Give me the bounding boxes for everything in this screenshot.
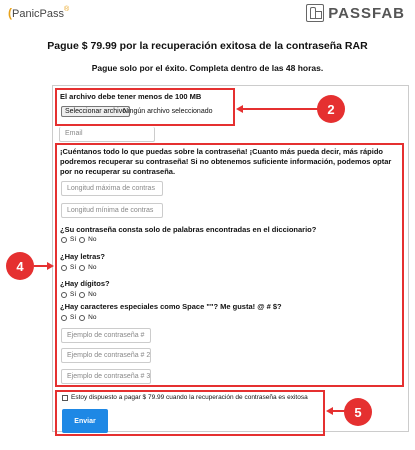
digits-yes-label: Sí [70, 291, 77, 298]
annotation-badge-2: 2 [317, 95, 345, 123]
choose-file-button[interactable]: Seleccionar archivo [61, 106, 130, 117]
submit-button[interactable]: Enviar [62, 409, 108, 433]
email-field[interactable]: Email [59, 127, 155, 142]
digits-question: ¿Hay dígitos? [60, 279, 110, 288]
letters-yes-label: Sí [70, 264, 77, 271]
page-title: Pague $ 79.99 por la recuperación exitosa de la contraseña RAR [47, 40, 368, 52]
arrow-4-head-icon [47, 262, 54, 270]
password-example-1-input[interactable]: Ejemplo de contraseña # [61, 328, 151, 343]
arrow-4-line [34, 265, 48, 267]
agreement-label: Estoy dispuesto a pagar $ 79.99 cuando la recuperación de contraseña es exitosa [71, 394, 308, 401]
special-chars-question: ¿Hay caracteres especiales como Space ""? Me gusta! @ # $? [60, 302, 282, 311]
dictionary-question: ¿Su contraseña consta solo de palabras encontradas en el diccionario? [60, 225, 317, 234]
panicpass-logo-text: PanicPass [12, 8, 64, 20]
page-subtitle: Pague solo por el éxito. Completa dentro de las 48 horas. [91, 63, 324, 73]
letters-question: ¿Hay letras? [60, 252, 106, 261]
passfab-logo [306, 4, 405, 22]
max-length-input[interactable]: Longitud máxima de contras [61, 181, 163, 196]
file-status-text: Ningún archivo seleccionado [123, 108, 213, 115]
file-size-label: El archivo debe tener menos de 100 MB [60, 92, 202, 101]
annotation-box-5 [55, 390, 325, 436]
panicpass-logo [8, 6, 69, 20]
min-length-input[interactable]: Longitud mínima de contras [61, 203, 163, 218]
password-example-2-input[interactable]: Ejemplo de contraseña # 2 [61, 348, 151, 363]
annotation-badge-4: 4 [6, 252, 34, 280]
arrow-2-line [242, 108, 318, 110]
annotation-box-2 [55, 88, 235, 126]
trademark-icon: ® [63, 6, 70, 13]
dictionary-yes-label: Sí [70, 236, 77, 243]
password-example-3-input[interactable]: Ejemplo de contraseña # 3 [61, 369, 151, 384]
annotation-badge-5: 5 [344, 398, 372, 426]
special-no-label: No [88, 314, 97, 321]
dictionary-no-label: No [88, 236, 97, 243]
details-intro: ¡Cuéntanos todo lo que puedas sobre la contraseña! ¡Cuanto más pueda decir, más rápido podremos recuperar su contraseña! Si no obtenemos suficiente información, podemos optar por no recuperar su contraseña. [60, 147, 392, 176]
passfab-logo-text: PASSFAB [328, 4, 405, 22]
special-yes-label: Sí [70, 314, 77, 321]
passfab-logo-icon [306, 4, 324, 22]
letters-no-label: No [88, 264, 97, 271]
digits-no-label: No [88, 291, 97, 298]
panicpass-logo-mark-icon: ( [8, 6, 12, 20]
annotation-box-4 [55, 143, 404, 387]
